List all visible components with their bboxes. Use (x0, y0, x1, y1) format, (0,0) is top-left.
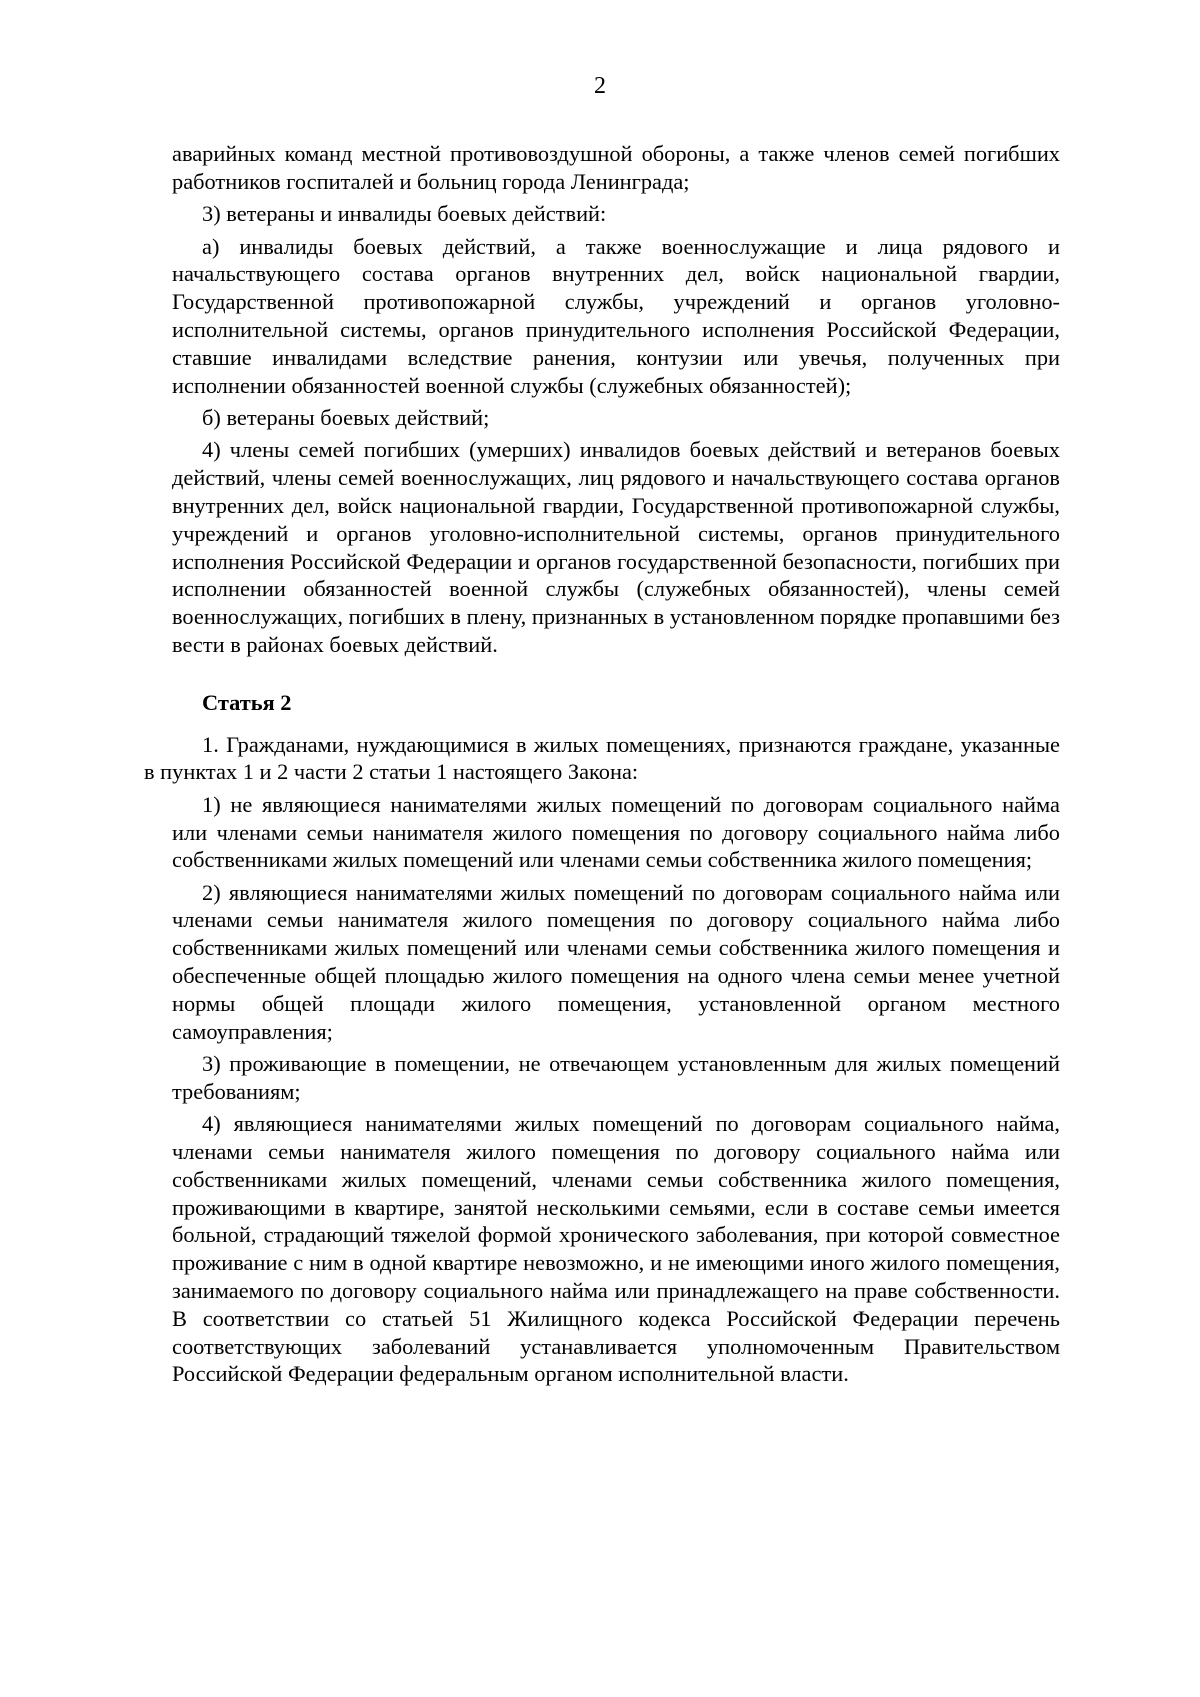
paragraph-clause-1-item-2: 2) являющиеся нанимателями жилых помещений по договорам социального найма или членами семьи нанимателя жилого помещения по договору социального найма либо собственниками жилых помещений или членами семьи собственника жилого помещения и обеспеченные общей площадью жилого помещения на одного члена семьи менее учетной нормы общей площади жилого помещения, установленной органом местного самоуправления; (172, 879, 1060, 1044)
paragraph-clause-1-item-3: 3) проживающие в помещении, не отвечающем установленным для жилых помещений требованиям; (172, 1051, 1060, 1104)
paragraph-subitem-b: б) ветераны боевых действий; (202, 404, 490, 430)
article-heading: Статья 2 (202, 689, 292, 715)
paragraph-item-4: 4) члены семей погибших (умерших) инвалидов боевых действий и ветеранов боевых действий, члены семей военнослужащих, лиц рядового и начальствующего состава органов внутренних дел, войск национальной гвардии, Государственной противопожарной службы, учреждений и органов уголовно-исполнительной системы, органов принудительного исполнения Российской Федерации и органов государственной безопасности, погибших при исполнении обязанностей военной службы (служебных обязанностей), члены семей военнослужащих, погибших в плену, признанных в установленном порядке пропавшими без вести в районах боевых действий. (172, 437, 1060, 657)
paragraph-clause-1: 1. Гражданами, нуждающимися в жилых помещениях, признаются граждане, указанные в пунктах 1 и 2 части 2 статьи 1 настоящего Закона: (144, 731, 1060, 785)
paragraph-continuation: аварийных команд местной противовоздушной обороны, а также членов семей погибших работников госпиталей и больниц города Ленинграда; (172, 141, 1060, 194)
paragraph-item-3: 3) ветераны и инвалиды боевых действий: (202, 201, 607, 227)
paragraph-subitem-a: а) инвалиды боевых действий, а также военнослужащие и лица рядового и начальствующего состава органов внутренних дел, войск национальной гвардии, Государственной противопожарной службы, учреждений и органов уголовно-исполнительной системы, органов принудительного исполнения Российской Федерации, ставшие инвалидами вследствие ранения, контузии или увечья, полученных при исполнении обязанностей военной службы (служебных обязанностей); (172, 233, 1060, 398)
paragraph-clause-1-item-1: 1) не являющиеся нанимателями жилых помещений по договорам социального найма или членами семьи нанимателя жилого помещения по договору социального найма либо собственниками жилых помещений или членами семьи собственника жилого помещения; (172, 791, 1060, 873)
document-body (144, 140, 1060, 1393)
paragraph-clause-1-item-4: 4) являющиеся нанимателями жилых помещений по договорам социального найма, членами семьи нанимателя жилого помещения по договору социального найма или собственниками жилых помещений, членами семьи собственника жилого помещения, проживающими в квартире, занятой несколькими семьями, если в составе семьи имеется больной, страдающий тяжелой формой хронического заболевания, при которой совместное проживание с ним в одной квартире невозможно, и не имеющими иного жилого помещения, занимаемого по договору социального найма или принадлежащего на праве собственности. В соответствии со статьей 51 Жилищного кодекса Российской Федерации перечень соответствующих заболеваний устанавливается уполномоченным Правительством Российской Федерации федеральным органом исполнительной власти. (172, 1111, 1060, 1387)
page-number: 2 (594, 73, 606, 99)
